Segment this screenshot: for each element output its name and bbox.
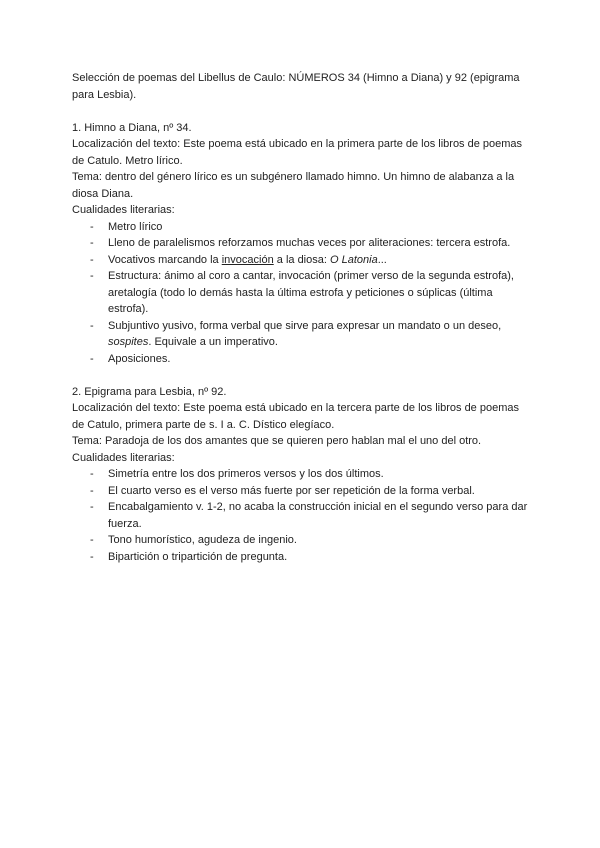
list-item (72, 318, 532, 351)
list-item-text: Aposiciones. (108, 352, 171, 365)
section2-cualidades-label: Cualidades literarias: (72, 451, 175, 464)
section1-heading: 1. Himno a Diana, nº 34. (72, 121, 192, 134)
bullet-dash: - (90, 484, 94, 497)
list-item (72, 466, 532, 483)
list-item-text: Bipartición o tripartición de pregunta. (108, 550, 288, 563)
document-body (72, 70, 532, 565)
bullet-dash: - (90, 352, 94, 365)
list-item-text: Tono humorístico, agudeza de ingenio. (108, 534, 297, 546)
list-item-text: Lleno de paralelismos reforzamos muchas veces por aliteraciones: tercera estrofa. (108, 237, 511, 249)
section1-cualidades-label: Cualidades literarias: (72, 204, 175, 216)
bullet-dash: - (90, 270, 94, 282)
bullet-dash: - (90, 550, 94, 563)
underlined-term: invocación (221, 253, 274, 266)
list-item-text-pre: Subjuntivo yusivo, forma verbal que sirve para expresar un mandato o un deseo, (108, 319, 502, 332)
section1-bullet-list (72, 219, 532, 368)
spacer (72, 367, 532, 384)
list-item (72, 235, 532, 252)
list-item-text-pre: Vocativos marcando la (108, 253, 222, 266)
bullet-dash: - (90, 319, 94, 332)
list-item (72, 499, 532, 532)
list-item (72, 219, 532, 236)
list-item (72, 268, 532, 318)
bullet-dash: - (90, 501, 94, 513)
list-item (72, 532, 532, 549)
section1-localizacion: Localización del texto: Este poema está ubicado en la primera parte de los libros de poemas de Catulo. Metro lírico. (72, 138, 523, 167)
list-item (72, 351, 532, 368)
section2-heading: 2. Epigrama para Lesbia, nº 92. (72, 385, 227, 398)
list-item-text-post: . Equivale a un imperativo. (148, 336, 278, 348)
list-item-text-mid: a la diosa: (273, 253, 330, 266)
list-item (72, 252, 532, 269)
list-item-text: Metro lírico (108, 220, 163, 233)
bullet-dash: - (90, 468, 94, 480)
bullet-dash: - (90, 237, 94, 249)
section2-bullet-list (72, 466, 532, 565)
section1-tema: Tema: dentro del género lírico es un subgénero llamado himno. Un himno de alabanza a la diosa Diana. (72, 171, 515, 200)
italic-term: O Latonia (329, 253, 378, 266)
spacer (72, 103, 532, 120)
bullet-dash: - (90, 253, 94, 266)
list-item-text: Encabalgamiento v. 1-2, no acaba la construcción inicial en el segundo verso para dar fuerza. (108, 501, 528, 530)
italic-term: sospites (108, 336, 149, 348)
list-item-text: Estructura: ánimo al coro a cantar, invocación (primer verso de la segunda estrofa), aretalogía (todo lo demás hasta la última estrofa y peticiones o súplicas (última estrofa). (108, 270, 514, 315)
list-item-text: El cuarto verso es el verso más fuerte por ser repetición de la forma verbal. (108, 484, 475, 497)
section2-tema: Tema: Paradoja de los dos amantes que se quieren pero hablan mal el uno del otro. (72, 435, 482, 447)
list-item (72, 483, 532, 500)
list-item-text-post: ... (377, 253, 387, 266)
section2-localizacion: Localización del texto: Este poema está ubicado en la tercera parte de los libros de poemas de Catulo, primera parte de s. I a. C. Dístico elegíaco. (72, 402, 519, 431)
intro-paragraph: Selección de poemas del Libellus de Caulo: NÚMEROS 34 (Himno a Diana) y 92 (epigrama para Lesbia). (72, 72, 520, 101)
bullet-dash: - (90, 220, 94, 233)
bullet-dash: - (90, 534, 94, 546)
list-item (72, 549, 532, 566)
list-item-text: Simetría entre los dos primeros versos y los dos últimos. (108, 468, 384, 480)
